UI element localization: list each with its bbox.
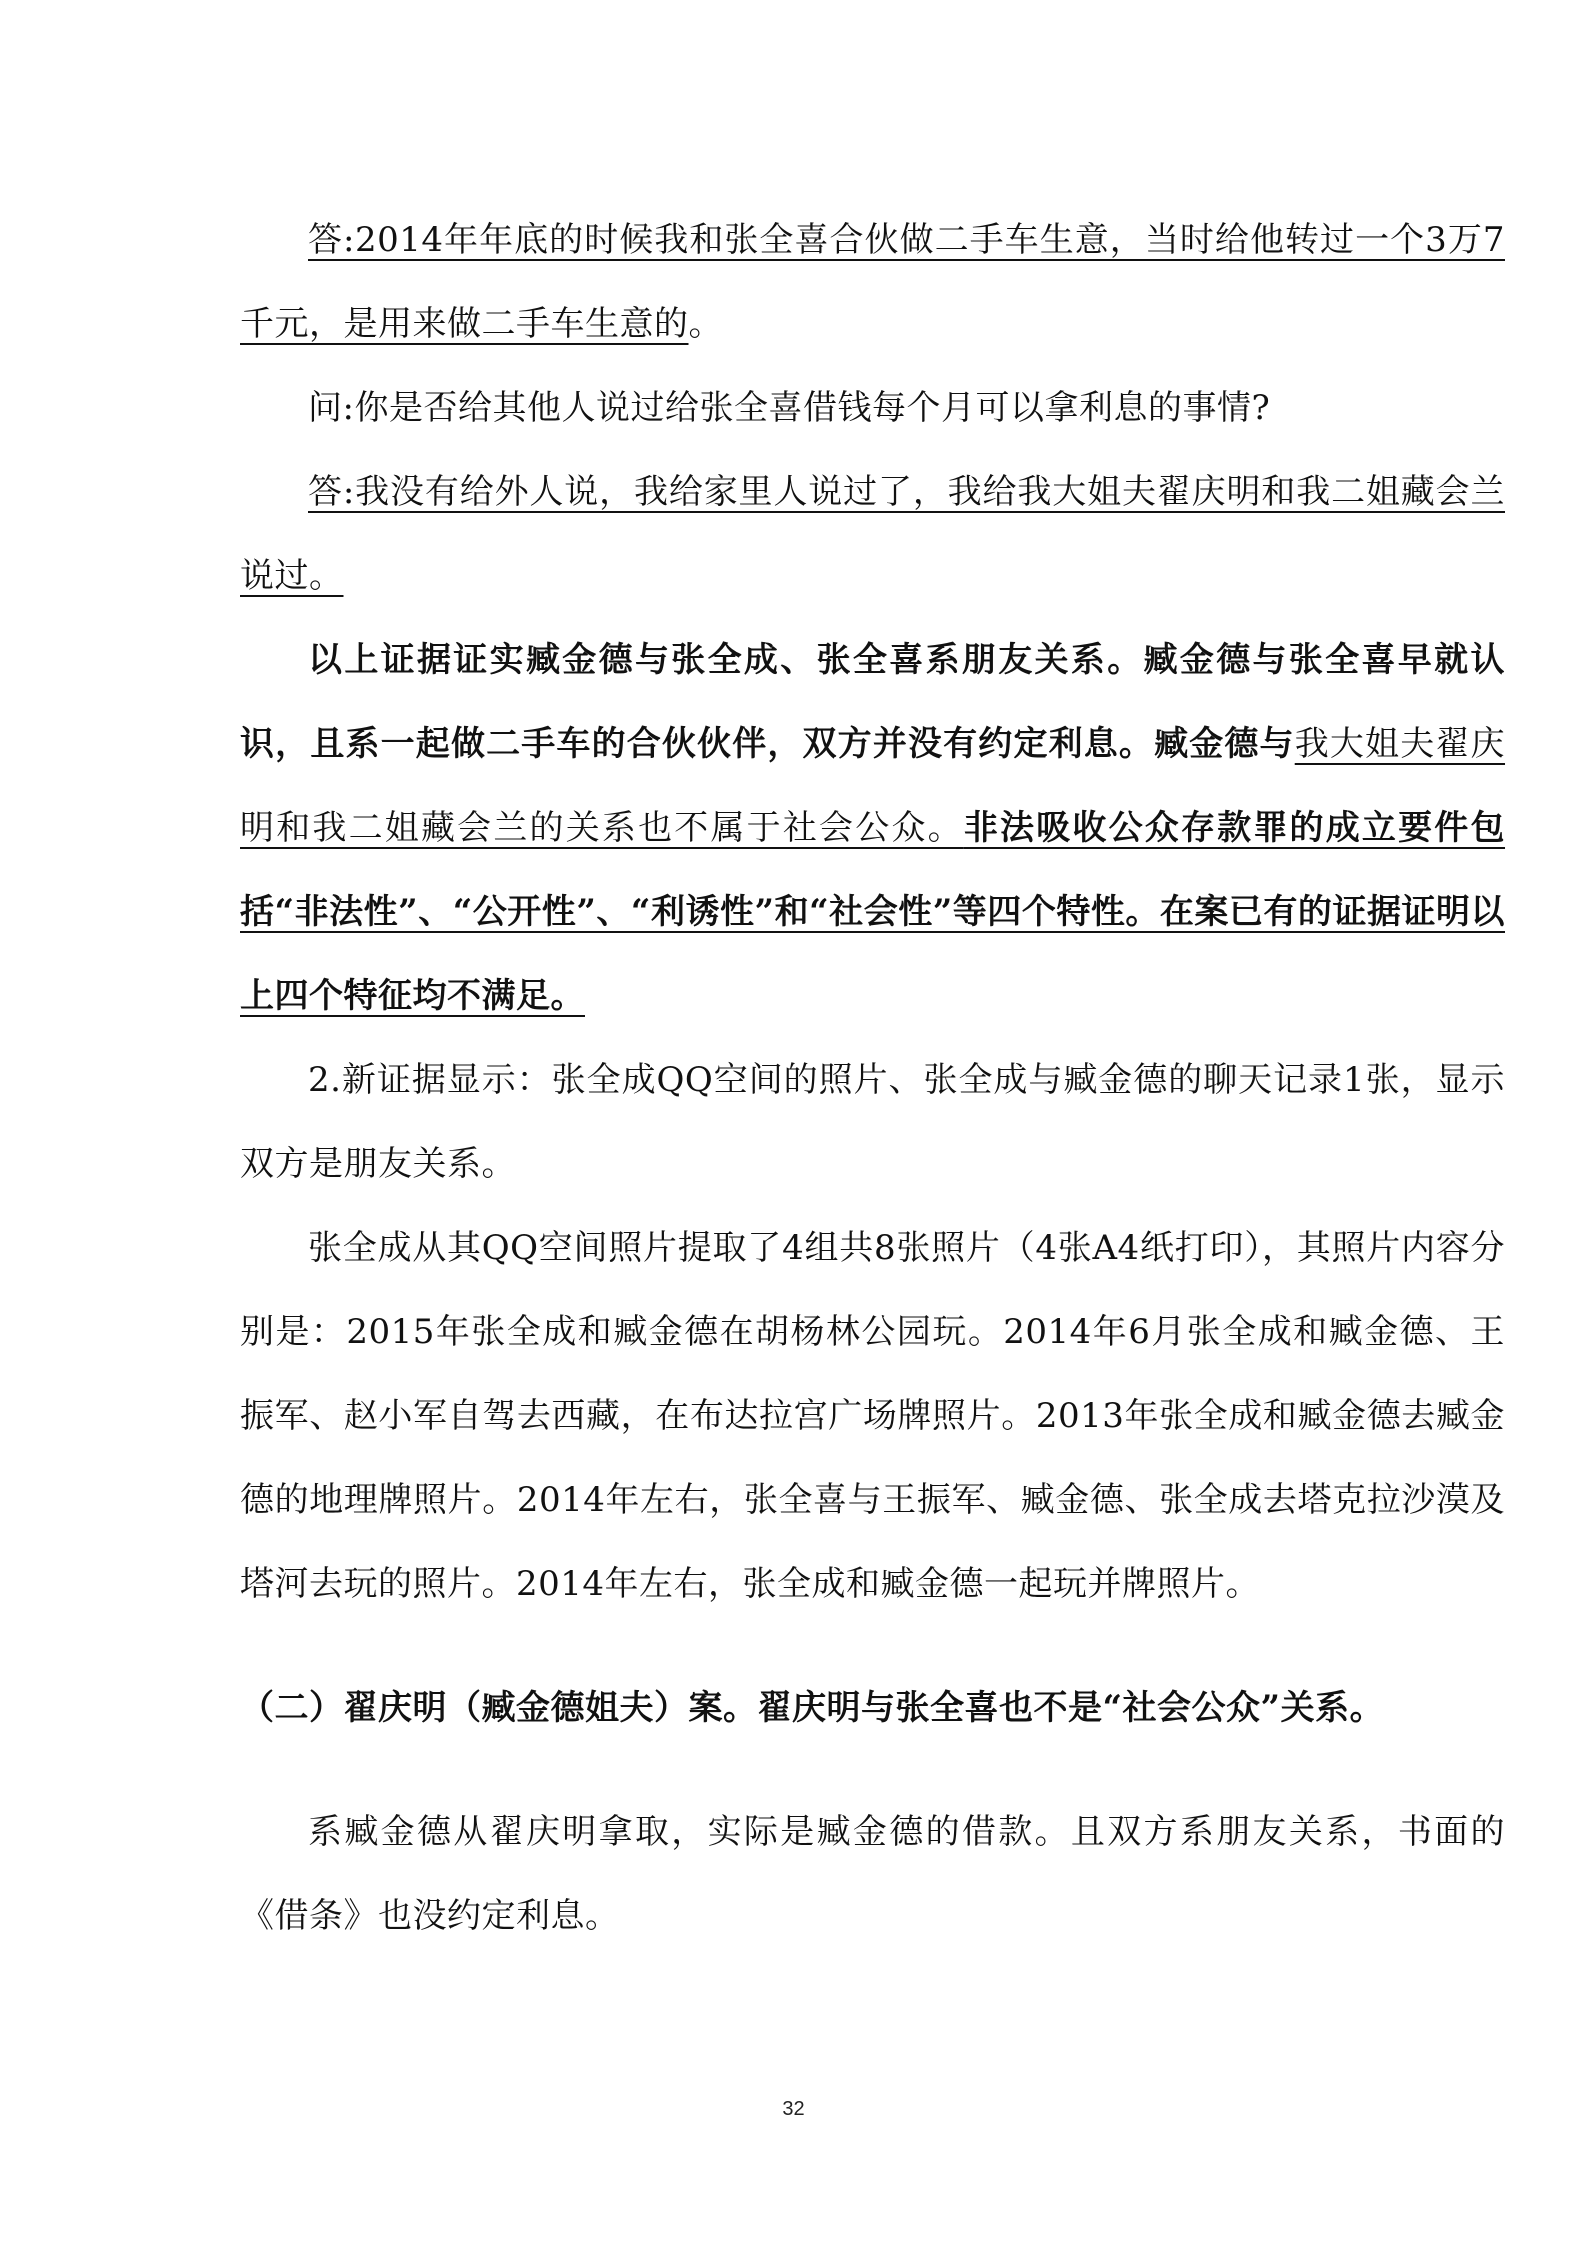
answer-1-period: 。 xyxy=(688,304,723,344)
evidence-summary-text: 以上证据证实臧金德与张全成、张全喜系朋友关系。臧金德与张全喜早就认识，且系一起做二手车的合伙伙伴，双方并没有约定利息。臧金德与 xyxy=(240,640,1505,764)
relationship-underlined-text: 我大姐夫翟庆明和我二姐藏会兰的关系也不属于社会公众。 xyxy=(240,724,1506,848)
answer-paragraph-2 xyxy=(240,450,1505,618)
loan-paragraph: 系臧金德从翟庆明拿取，实际是臧金德的借款。且双方系朋友关系，书面的《借条》也没约定利息。 xyxy=(240,1812,1505,1936)
underlined-answer-2: 答:我没有给外人说，我给家里人说过了，我给我大姐夫翟庆明和我二姐藏会兰说过。 xyxy=(240,472,1505,596)
answer-paragraph-1 xyxy=(240,198,1505,366)
evidence-summary-paragraph xyxy=(240,618,1505,1038)
new-evidence-paragraph: 2.新证据显示：张全成QQ空间的照片、张全成与臧金德的聊天记录1张，显示双方是朋友关系。 xyxy=(240,1060,1505,1184)
page-number: 32 xyxy=(782,2098,805,2120)
document-body xyxy=(240,198,1505,1958)
legal-elements-underlined-text: 非法吸收公众存款罪的成立要件包括“非法性”、“公开性”、“利诱性”和“社会性”等四个特性。在案已有的证据证明以上四个特征均不满足。 xyxy=(240,808,1506,1016)
section-heading: （二）翟庆明（臧金德姐夫）案。翟庆明与张全喜也不是“社会公众”关系。 xyxy=(240,1688,1385,1728)
photo-description-paragraph: 张全成从其QQ空间照片提取了4组共8张照片（4张A4纸打印），其照片内容分别是：2015年张全成和臧金德在胡杨林公园玩。2014年6月张全成和臧金德、王振军、赵小军自驾去西藏，在布达拉宫广场牌照片。2013年张全成和臧金德去臧金德的地理牌照片。2014年左右，张全喜与王振军、臧金德、张全成去塔克拉沙漠及塔河去玩的照片。2014年左右，张全成和臧金德一起玩并牌照片。 xyxy=(240,1228,1505,1604)
question-paragraph: 问:你是否给其他人说过给张全喜借钱每个月可以拿利息的事情? xyxy=(308,388,1271,428)
underlined-answer-1: 答:2014年年底的时候我和张全喜合伙做二手车生意，当时给他转过一个3万7千元，是用来做二手车生意的 xyxy=(240,220,1505,344)
